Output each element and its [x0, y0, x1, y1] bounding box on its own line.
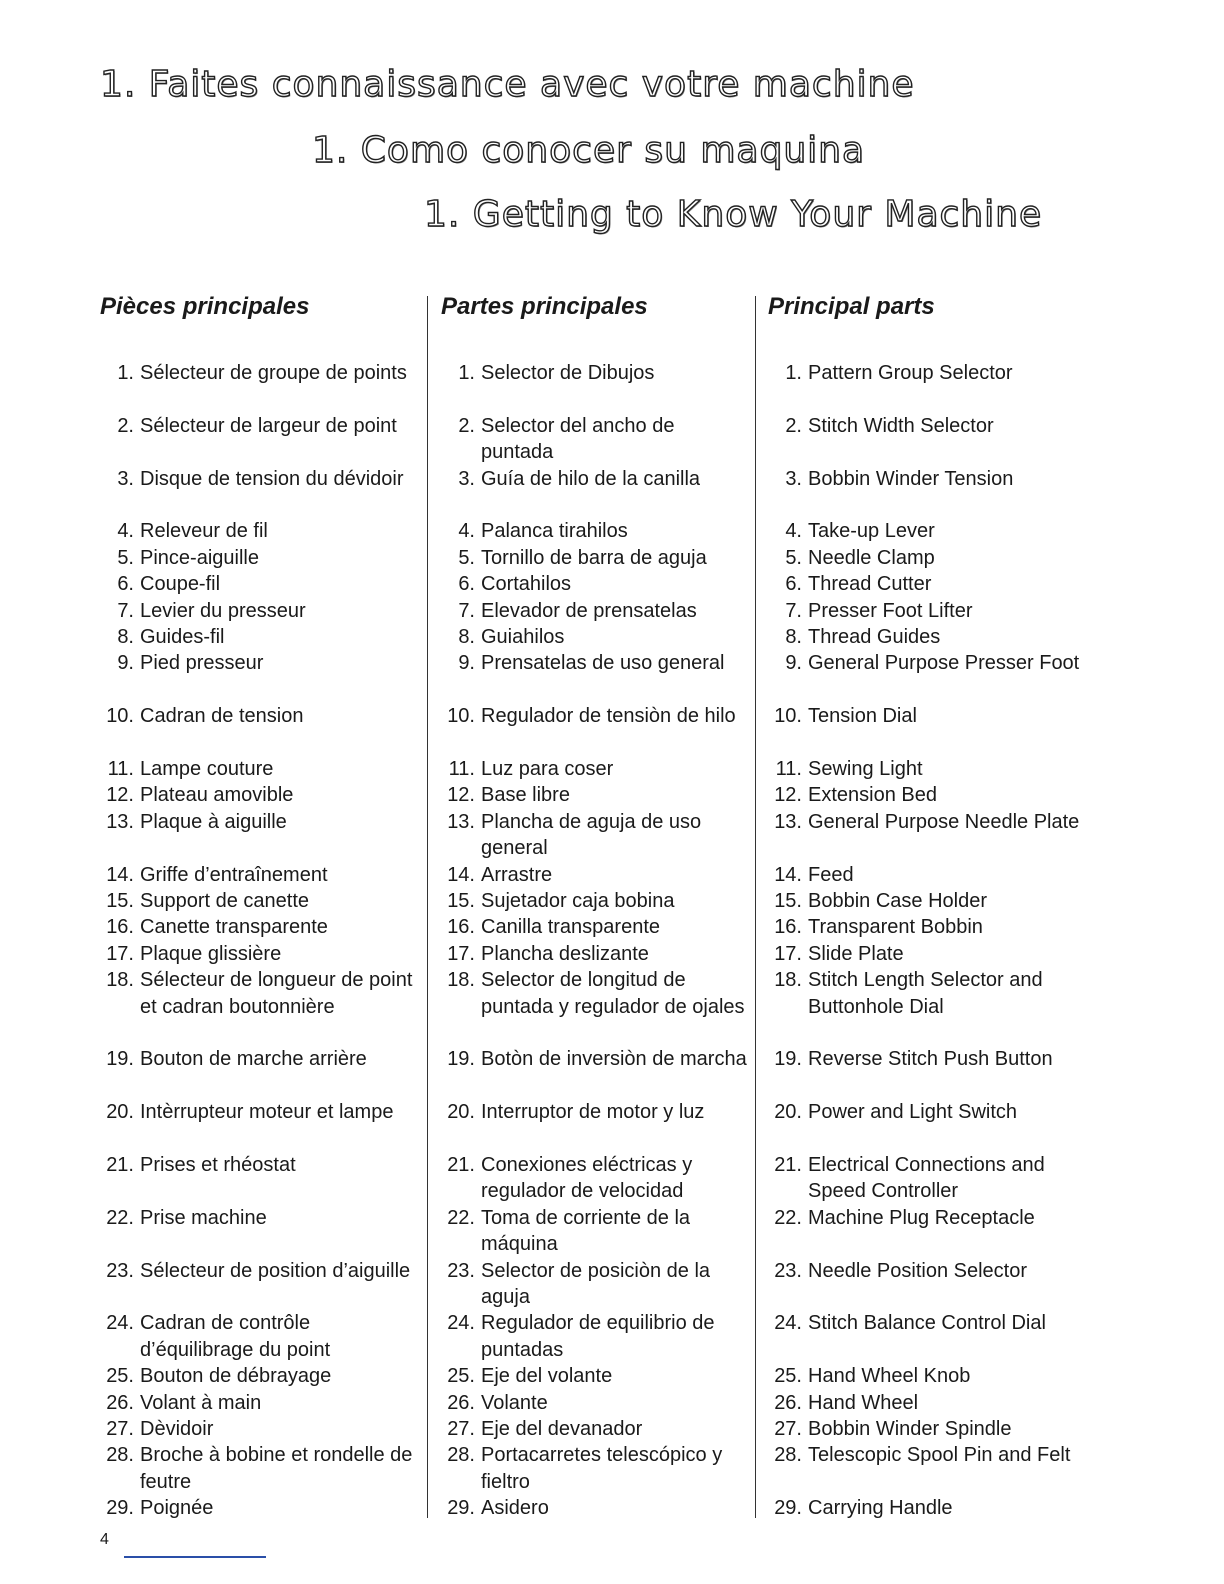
item-number: 3. — [117, 467, 134, 490]
item-number: 8. — [458, 626, 475, 648]
item-number: 6. — [785, 573, 802, 596]
item-text: Eje del volante — [481, 1365, 613, 1388]
item-text: Portacarretes telescópico y fieltro — [481, 1444, 723, 1493]
item-number: 16. — [106, 916, 134, 939]
title-french: 1. Faites connaissance avec votre machine — [100, 64, 915, 105]
item-text: Sélecteur de largeur de point — [140, 414, 397, 437]
item-number: 18. — [106, 969, 134, 992]
item-number: 26. — [447, 1391, 475, 1414]
item-text: Toma de corriente de la máquina — [481, 1206, 691, 1256]
item-number: 24. — [106, 1312, 134, 1335]
item-text: Machine Plug Receptacle — [808, 1206, 1035, 1229]
item-number: 19. — [447, 1048, 475, 1071]
item-number: 14. — [106, 863, 134, 886]
item-text: Asidero — [481, 1497, 549, 1520]
item-text: Bobbin Winder Tension — [808, 467, 1014, 490]
column-divider — [427, 296, 428, 1518]
item-number: 11. — [775, 758, 802, 780]
item-number: 13. — [106, 810, 134, 833]
item-number: 27. — [106, 1418, 134, 1440]
item-text: Thread Guides — [808, 626, 941, 648]
item-text: Poignée — [140, 1497, 214, 1520]
item-text: Canilla transparente — [481, 916, 660, 939]
item-text: Cadran de tension — [140, 705, 304, 728]
item-text: Selector de Dibujos — [481, 362, 655, 384]
item-number: 18. — [447, 969, 475, 992]
item-text: Thread Cutter — [808, 573, 932, 596]
item-number: 21. — [447, 1154, 475, 1176]
item-number: 3. — [458, 467, 475, 490]
item-number: 1. — [785, 362, 802, 384]
item-text: Sélecteur de longueur de point et cadran boutonnière — [140, 969, 413, 1018]
item-text: Prise machine — [140, 1206, 267, 1229]
item-text: Support de canette — [140, 890, 310, 912]
item-text: Interruptor de motor y luz — [481, 1101, 705, 1124]
item-number: 5. — [785, 546, 802, 569]
item-text: Plateau amovible — [140, 784, 294, 807]
item-text: Botòn de inversiòn de marcha — [481, 1048, 747, 1071]
item-number: 14. — [447, 863, 475, 886]
item-text: Palanca tirahilos — [481, 520, 628, 543]
item-text: Pattern Group Selector — [808, 362, 1013, 384]
item-number: 12. — [106, 784, 134, 807]
item-text: Sewing Light — [808, 758, 923, 780]
item-number: 29. — [447, 1497, 475, 1520]
item-number: 28. — [106, 1444, 134, 1467]
item-text: Cadran de contrôle d’équilibrage du point — [140, 1312, 331, 1361]
footer-rule — [124, 1556, 266, 1558]
item-text: Carrying Handle — [808, 1497, 953, 1520]
item-text: Bobbin Winder Spindle — [808, 1418, 1012, 1440]
item-number: 5. — [117, 546, 134, 569]
title-english: 1. Getting to Know Your Machine — [424, 194, 1043, 235]
item-text: Selector del ancho de puntada — [481, 414, 675, 464]
item-number: 2. — [785, 414, 802, 437]
item-text: Transparent Bobbin — [808, 916, 983, 939]
item-number: 25. — [774, 1365, 802, 1388]
item-text: Lampe couture — [140, 758, 274, 780]
item-text: Canette transparente — [140, 916, 328, 939]
item-number: 20. — [774, 1101, 802, 1124]
item-text: Hand Wheel — [808, 1391, 919, 1414]
item-number: 21. — [106, 1154, 134, 1176]
item-number: 6. — [458, 573, 475, 596]
item-text: Elevador de prensatelas — [481, 599, 697, 622]
item-text: Griffe d’entraînement — [140, 863, 328, 886]
item-text: General Purpose Presser Foot — [808, 652, 1080, 675]
item-number: 7. — [117, 599, 134, 622]
item-number: 17. — [106, 942, 134, 965]
item-number: 12. — [774, 784, 802, 807]
item-text: Prensatelas de uso general — [481, 652, 725, 675]
item-number: 9. — [117, 652, 134, 675]
item-text: Bobbin Case Holder — [808, 890, 987, 912]
column-english — [768, 290, 1098, 1520]
item-text: Electrical Connections and Speed Controller — [808, 1154, 1045, 1203]
item-text: Take-up Lever — [808, 520, 935, 543]
item-number: 7. — [785, 599, 802, 622]
title-spanish: 1. Como conocer su maquina — [312, 130, 866, 171]
item-number: 13. — [774, 810, 802, 833]
item-number: 16. — [447, 916, 475, 939]
item-text: Pince-aiguille — [140, 546, 259, 569]
item-text: Presser Foot Lifter — [808, 599, 973, 622]
item-text: Conexiones eléctricas y regulador de velocidad — [481, 1154, 693, 1203]
item-text: Reverse Stitch Push Button — [808, 1048, 1053, 1071]
item-text: Regulador de tensiòn de hilo — [481, 705, 736, 728]
item-text: Broche à bobine et rondelle de feutre — [140, 1444, 413, 1493]
item-number: 29. — [774, 1497, 802, 1520]
item-text: Plancha deslizante — [481, 942, 649, 965]
item-text: Selector de longitud de puntada y regulador de ojales — [481, 969, 745, 1018]
item-number: 1. — [458, 362, 475, 384]
item-number: 27. — [774, 1418, 802, 1440]
item-text: Needle Clamp — [808, 546, 935, 569]
column-french — [100, 290, 420, 1520]
item-text: Arrastre — [481, 863, 553, 886]
item-text: Slide Plate — [808, 942, 904, 965]
item-number: 9. — [458, 652, 475, 675]
item-text: Guides-fil — [140, 626, 225, 648]
item-number: 15. — [106, 890, 134, 912]
item-number: 15. — [774, 890, 802, 912]
item-text: Cortahilos — [481, 573, 572, 596]
item-number: 7. — [458, 599, 475, 622]
item-number: 19. — [774, 1048, 802, 1071]
item-number: 20. — [106, 1101, 134, 1124]
item-number: 6. — [117, 573, 134, 596]
item-text: Intèrrupteur moteur et lampe — [140, 1101, 394, 1124]
item-text: Volante — [481, 1391, 548, 1414]
item-text: Hand Wheel Knob — [808, 1365, 971, 1388]
page-number: 4 — [100, 1531, 109, 1548]
item-number: 4. — [117, 520, 134, 543]
item-number: 23. — [774, 1259, 802, 1282]
item-number: 2. — [117, 414, 134, 437]
item-text: Sujetador caja bobina — [481, 890, 675, 912]
item-number: 25. — [447, 1365, 475, 1388]
item-number: 10. — [447, 705, 475, 728]
column-heading-spanish: Partes principales — [441, 293, 648, 320]
item-number: 14. — [774, 863, 802, 886]
item-text: Plaque à aiguille — [140, 810, 287, 833]
item-text: Pied presseur — [140, 652, 264, 675]
item-number: 12. — [447, 784, 475, 807]
item-number: 21. — [774, 1154, 802, 1176]
item-text: Releveur de fil — [140, 520, 268, 543]
item-text: Needle Position Selector — [808, 1259, 1028, 1282]
item-text: Disque de tension du dévidoir — [140, 467, 404, 490]
item-text: Prises et rhéostat — [140, 1154, 296, 1176]
item-number: 26. — [774, 1391, 802, 1414]
item-text: Bouton de débrayage — [140, 1365, 332, 1388]
item-text: Luz para coser — [481, 758, 614, 780]
item-text: Plaque glissière — [140, 942, 282, 965]
item-text: Plancha de aguja de uso general — [481, 810, 702, 860]
item-number: 22. — [106, 1206, 134, 1229]
item-text: Guía de hilo de la canilla — [481, 467, 701, 490]
item-number: 28. — [774, 1444, 802, 1467]
item-number: 24. — [447, 1312, 475, 1335]
item-text: Bouton de marche arrière — [140, 1048, 367, 1071]
item-text: General Purpose Needle Plate — [808, 810, 1080, 833]
item-text: Stitch Length Selector and Buttonhole Dial — [808, 969, 1043, 1018]
item-number: 22. — [447, 1206, 475, 1229]
item-text: Dèvidoir — [140, 1418, 214, 1440]
item-text: Selector de posiciòn de la aguja — [481, 1259, 711, 1308]
item-number: 4. — [785, 520, 802, 543]
item-text: Stitch Balance Control Dial — [808, 1312, 1046, 1335]
item-text: Eje del devanador — [481, 1418, 643, 1440]
item-text: Sélecteur de groupe de points — [140, 362, 407, 384]
item-text: Stitch Width Selector — [808, 414, 994, 437]
item-text: Volant à main — [140, 1391, 262, 1414]
item-number: 4. — [458, 520, 475, 543]
item-number: 27. — [447, 1418, 475, 1440]
item-number: 11. — [448, 758, 475, 780]
item-number: 13. — [447, 810, 475, 833]
item-number: 8. — [785, 626, 802, 648]
column-divider — [755, 296, 756, 1518]
item-number: 17. — [447, 942, 475, 965]
item-number: 18. — [774, 969, 802, 992]
item-number: 23. — [447, 1259, 475, 1282]
item-number: 11. — [107, 758, 134, 780]
item-text: Tornillo de barra de aguja — [481, 546, 707, 569]
item-text: Tension Dial — [808, 705, 917, 728]
item-number: 26. — [106, 1391, 134, 1414]
item-text: Levier du presseur — [140, 599, 306, 622]
item-number: 1. — [117, 362, 134, 384]
item-number: 2. — [458, 414, 475, 437]
item-number: 17. — [774, 942, 802, 965]
item-number: 8. — [117, 626, 134, 648]
item-number: 5. — [458, 546, 475, 569]
item-text: Coupe-fil — [140, 573, 221, 596]
column-heading-english: Principal parts — [768, 293, 935, 320]
item-number: 28. — [447, 1444, 475, 1467]
item-number: 23. — [106, 1259, 134, 1282]
item-number: 16. — [774, 916, 802, 939]
item-number: 15. — [447, 890, 475, 912]
item-text: Extension Bed — [808, 784, 937, 807]
item-text: Base libre — [481, 784, 570, 807]
column-spanish — [441, 290, 751, 1520]
item-text: Telescopic Spool Pin and Felt — [808, 1444, 1071, 1467]
item-text: Guiahilos — [481, 626, 565, 648]
item-number: 19. — [106, 1048, 134, 1071]
item-number: 10. — [106, 705, 134, 728]
item-number: 3. — [785, 467, 802, 490]
column-heading-french: Pièces principales — [100, 293, 310, 320]
item-number: 24. — [774, 1312, 802, 1335]
item-text: Feed — [808, 863, 854, 886]
item-text: Power and Light Switch — [808, 1101, 1018, 1124]
item-text: Sélecteur de position d’aiguille — [140, 1259, 411, 1282]
item-number: 25. — [106, 1365, 134, 1388]
item-number: 20. — [447, 1101, 475, 1124]
item-number: 29. — [106, 1497, 134, 1520]
item-number: 9. — [785, 652, 802, 675]
item-number: 22. — [774, 1206, 802, 1229]
item-number: 10. — [774, 705, 802, 728]
item-text: Regulador de equilibrio de puntadas — [481, 1312, 715, 1361]
